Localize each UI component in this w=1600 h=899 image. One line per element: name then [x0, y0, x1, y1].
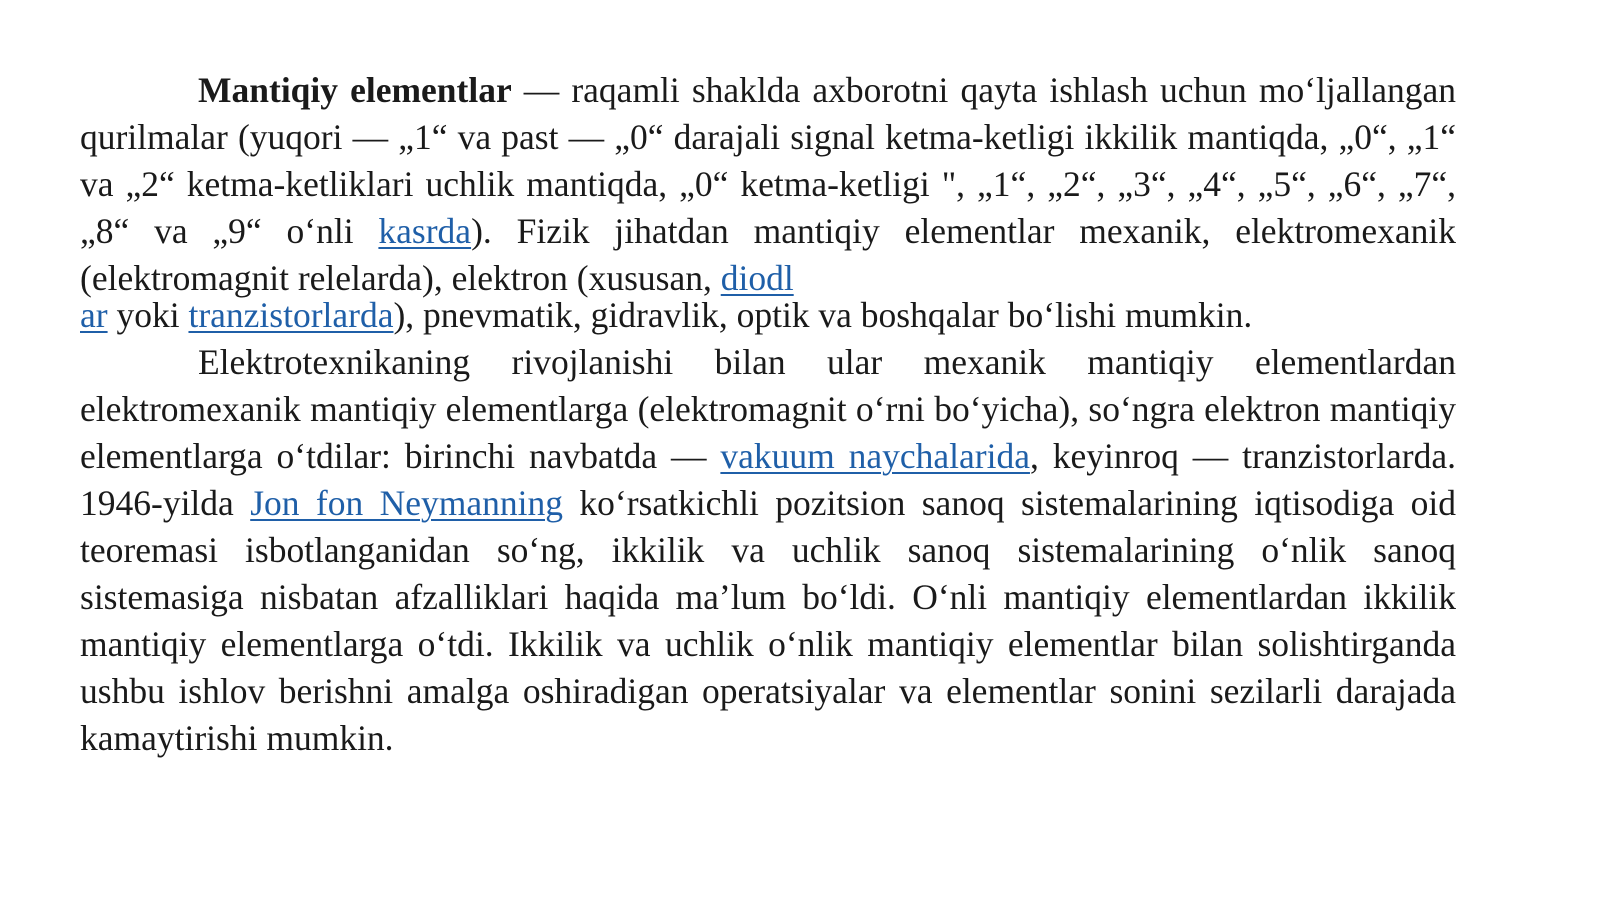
paragraph1-text-c: yoki: [107, 295, 189, 335]
link-vakuum-naychalarida[interactable]: vakuum naychalarida: [720, 436, 1030, 476]
link-jon-fon-neymanning[interactable]: Jon fon Neymanning: [250, 483, 563, 523]
paragraph1-text-b: ). Fizik jihatdan mantiqiy elementlar mexanik, elektromexanik (elektromagnit relelarda), elektron (xususan,: [80, 211, 1456, 298]
link-kasrda[interactable]: kasrda: [378, 211, 472, 251]
paragraph2-text-a: Elektrotexnikaning rivojlanishi bilan ular mexanik mantiqiy elementlardan elektromexanik mantiqiy elementlarga (elektromagnit o‘rni bo‘yicha), so‘ngra elektron mantiqiy elementlarga o‘tdilar: birinchi navbatda —: [80, 342, 1456, 476]
paragraph1-text-a: — raqamli shaklda axborotni qayta ishlash uchun mo‘ljallangan qurilmalar (yuqori — „1“ va past — „0“ darajali signal ketma-ketligi ikkilik mantiqda, „0“, „1“ va „2“ ketma-ketliklari uchlik mantiqda, „0“ ketma-ketligi ", „1“, „2“, „3“, „4“, „5“, „6“, „7“, „8“ va „9“ o‘nli: [80, 70, 1457, 251]
slide-body: [80, 67, 1456, 762]
paragraph1-text-d: ), pnevmatik, gidravlik, optik va boshqalar bo‘lishi mumkin.: [393, 295, 1253, 335]
link-diodlar-part1[interactable]: diodl: [720, 258, 794, 298]
paragraph2-text-c: ko‘rsatkichli pozitsion sanoq sistemalarining iqtisodiga oid teoremasi isbotlanganidan so‘ng, ikkilik va uchlik sanoq sistemalarining o‘nlik sanoq sistemasiga nisbatan afzalliklari haqida ma’lum bo‘ldi. O‘nli mantiqiy elementlardan ikkilik mantiqiy elementlarga o‘tdi. Ikkilik va uchlik o‘nlik mantiqiy elementlar bilan solishtirganda ushbu ishlov berishni amalga oshiradigan operatsiyalar va elementlar sonini sezilarli darajada kamaytirishi mumkin.: [80, 483, 1457, 758]
link-diodlar-part2[interactable]: ar: [80, 295, 108, 335]
paragraph-definition-last-line: [80, 295, 1456, 335]
paragraph-definition: [80, 67, 1456, 302]
paragraph2-text-b: , keyinroq — tranzistorlarda. 1946-yilda: [80, 436, 1457, 523]
term-bold: Mantiqiy elementlar: [198, 70, 512, 110]
link-tranzistorlarda[interactable]: tranzistorlarda: [188, 295, 394, 335]
paragraph-history: [80, 339, 1456, 762]
